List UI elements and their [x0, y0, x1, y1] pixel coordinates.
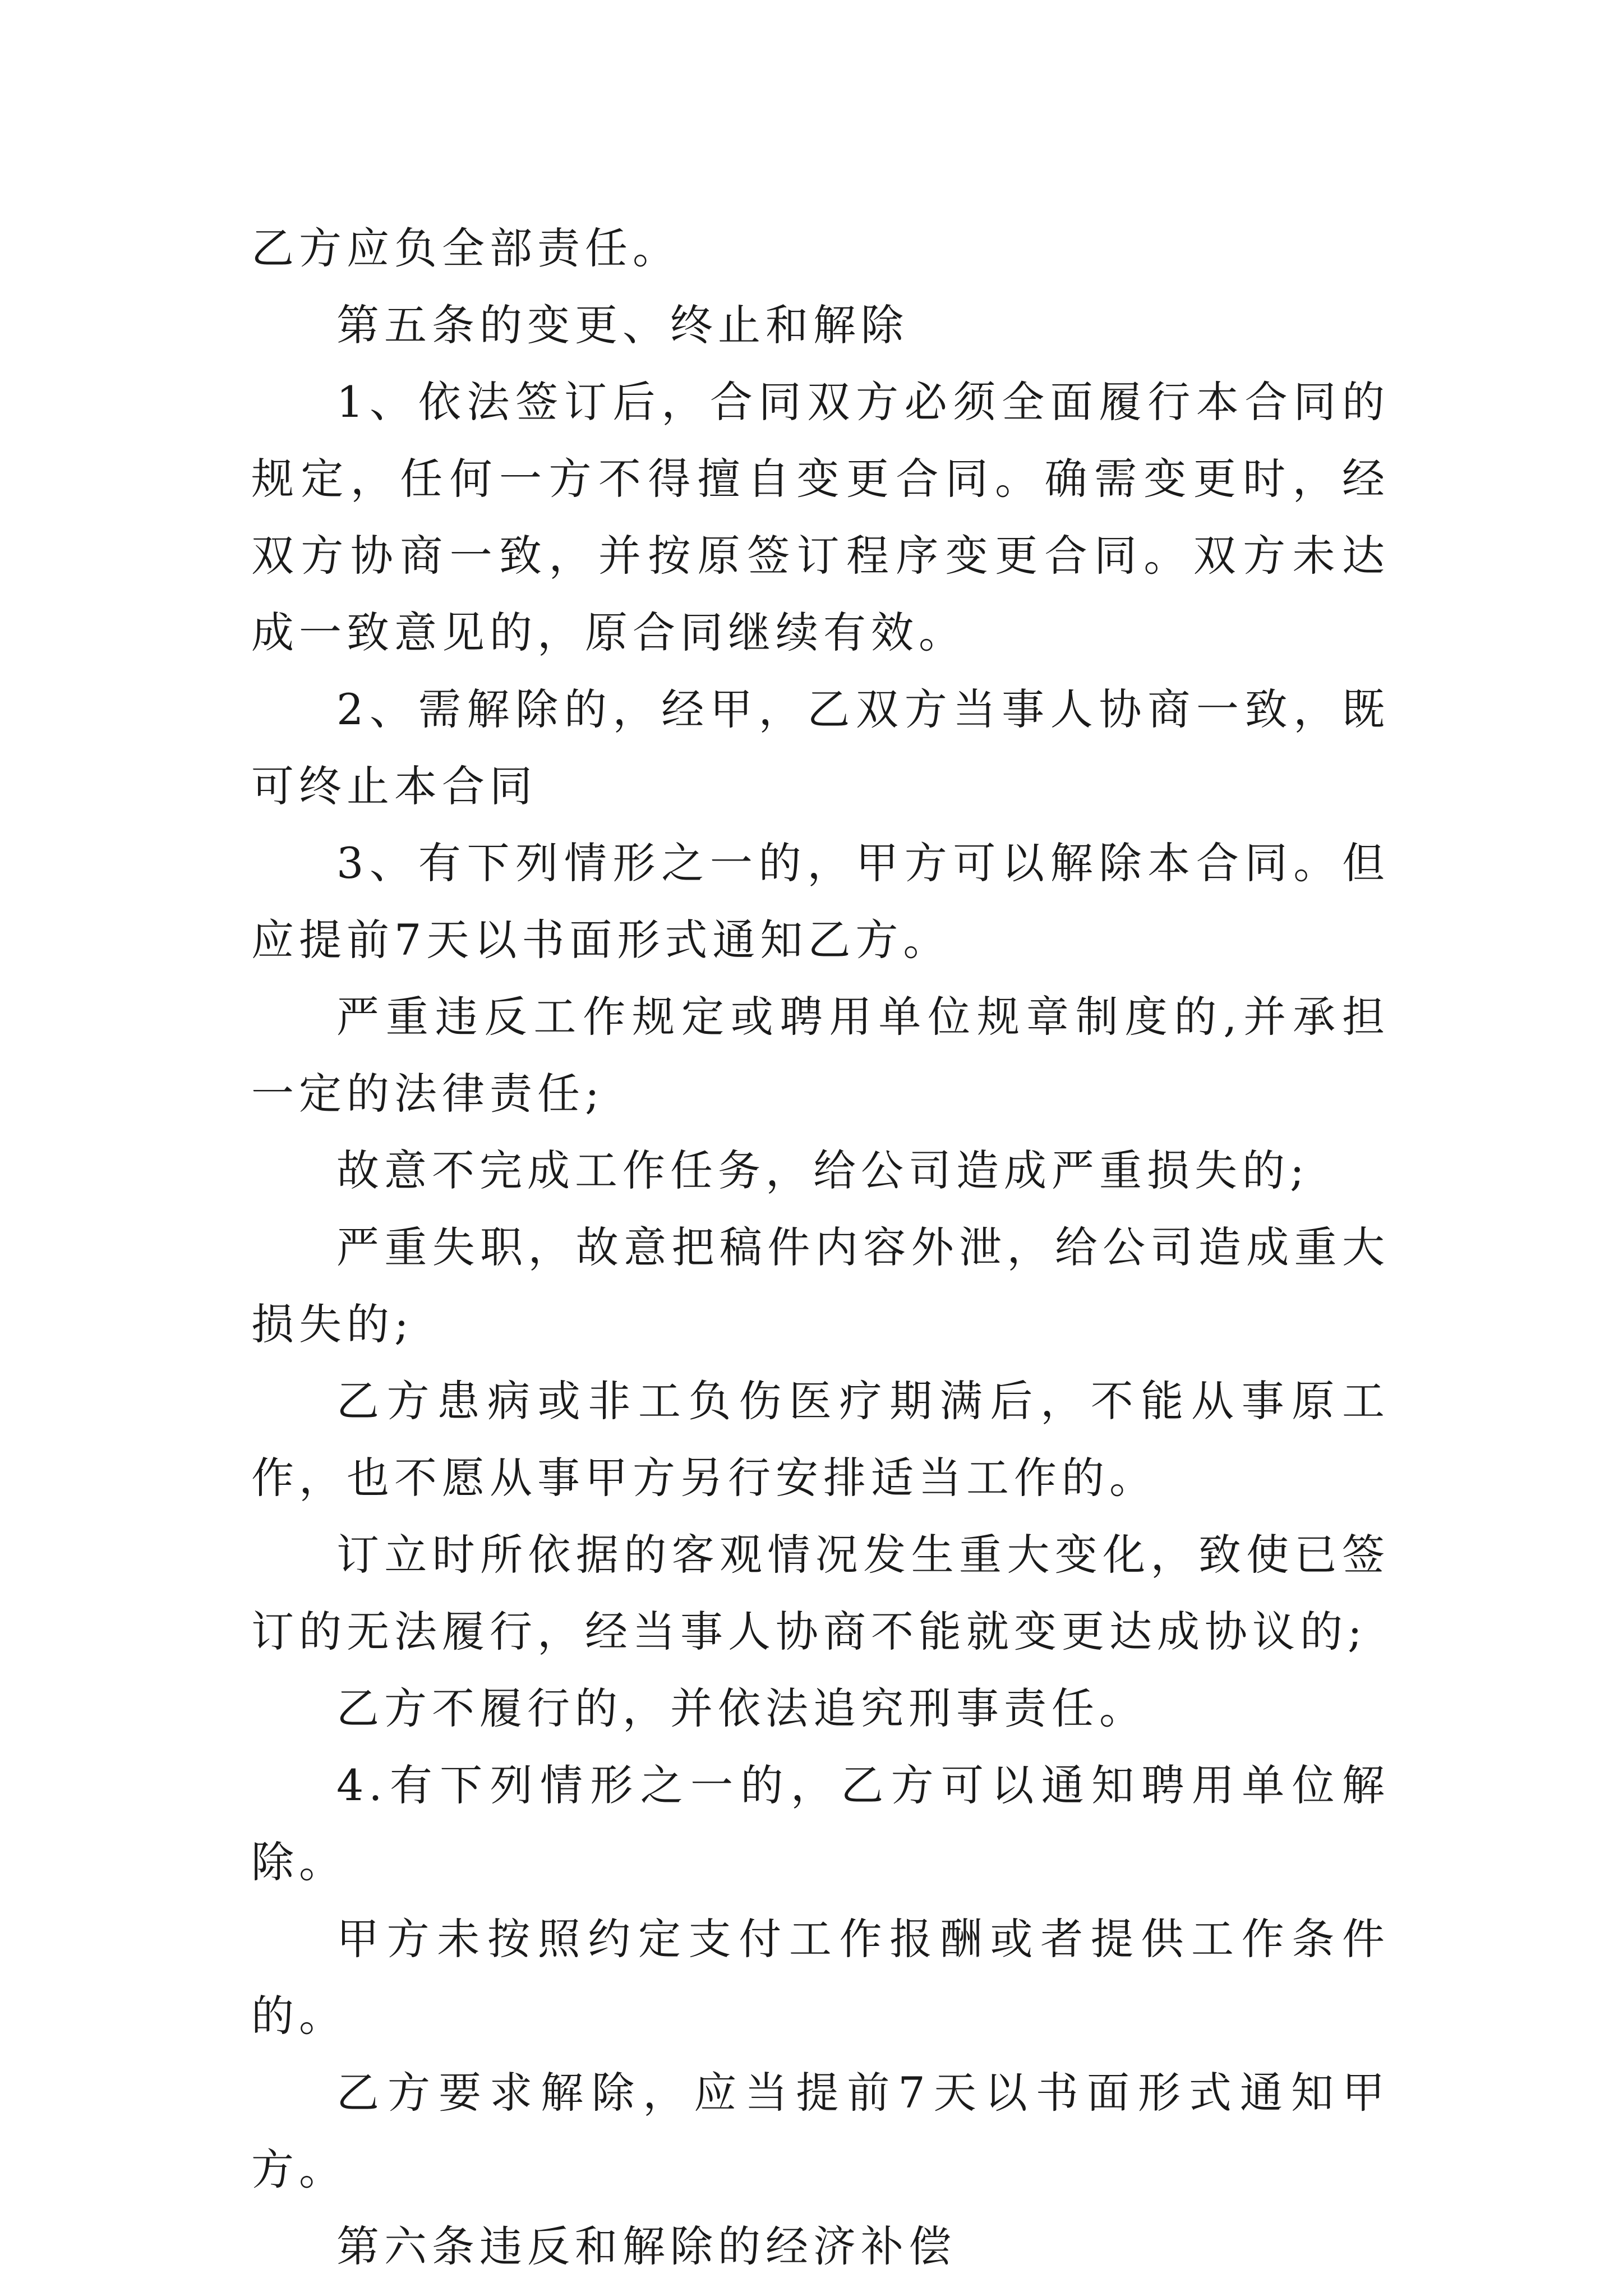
paragraph-violation-rules: 严重违反工作规定或聘用单位规章制度的,并承担一定的法律责任;: [251, 992, 1390, 1119]
paragraph-illness: 乙方患病或非工负伤医疗期满后，不能从事原工作，也不愿从事甲方另行安排适当工作的。: [251, 1376, 1390, 1503]
paragraph-incomplete-tasks: 故意不完成工作任务，给公司造成严重损失的;: [336, 1145, 1310, 1195]
paragraph-clause-1: 1、依法签订后，合同双方必须全面履行本合同的规定，任何一方不得擅自变更合同。确需变更时，经双方协商一致，并按原签订程序变更合同。双方未达成一致意见的，原合同继续有效。: [251, 377, 1390, 657]
paragraph-liability: 乙方应负全部责任。: [251, 223, 680, 273]
document-body: [251, 210, 1390, 2285]
paragraph-clause-3: 3、有下列情形之一的，甲方可以解除本合同。但应提前7天以书面形式通知乙方。: [251, 838, 1390, 965]
paragraph-circumstance-change: 订立时所依据的客观情况发生重大变化，致使已签订的无法履行，经当事人协商不能就变更达成协议的;: [251, 1530, 1390, 1657]
paragraph-non-performance: 乙方不履行的，并依法追究刑事责任。: [336, 1683, 1147, 1733]
paragraph-notice-requirement: 乙方要求解除，应当提前7天以书面形式通知甲方。: [251, 2068, 1390, 2194]
heading-article-5: 第五条的变更、终止和解除: [336, 300, 909, 350]
paragraph-unpaid-remuneration: 甲方未按照约定支付工作报酬或者提供工作条件的。: [251, 1914, 1390, 2041]
paragraph-clause-2: 2、需解除的，经甲，乙双方当事人协商一致，既可终止本合同: [251, 684, 1390, 811]
paragraph-clause-4: 4.有下列情形之一的，乙方可以通知聘用单位解除。: [251, 1760, 1390, 1887]
heading-article-6: 第六条违反和解除的经济补偿: [336, 2221, 956, 2271]
paragraph-negligence: 严重失职，故意把稿件内容外泄，给公司造成重大损失的;: [251, 1222, 1390, 1349]
